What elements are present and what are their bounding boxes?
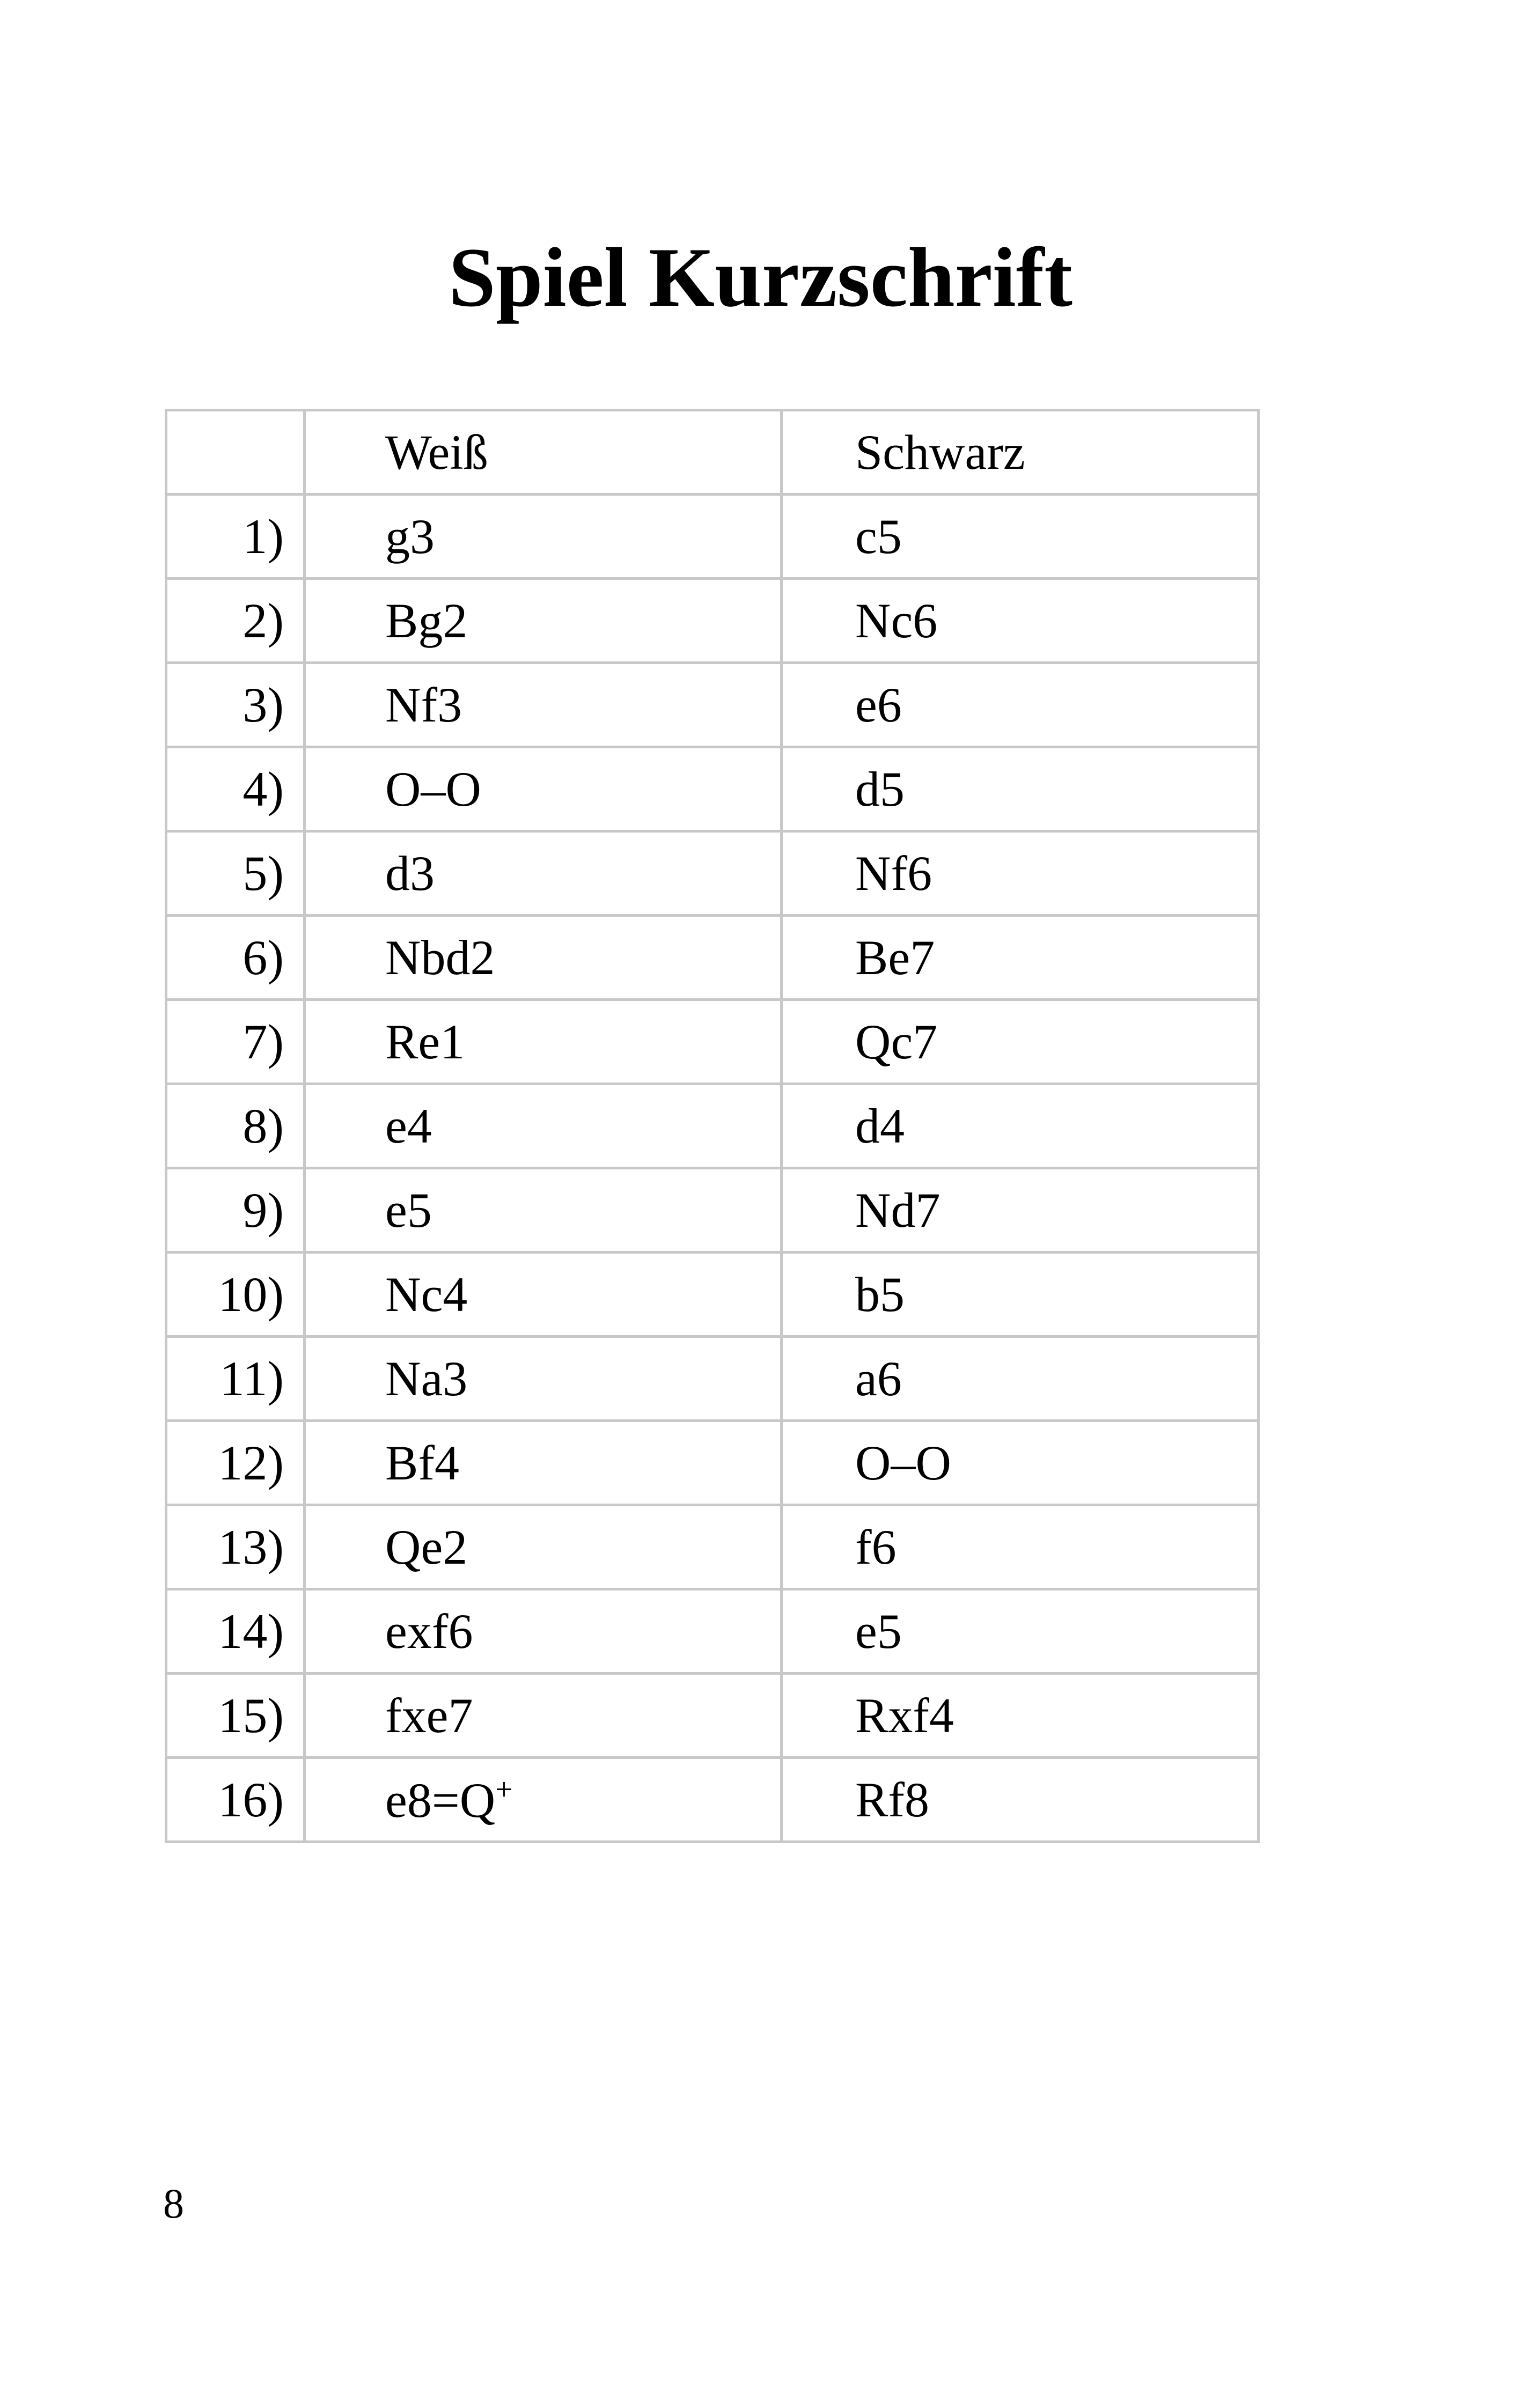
move-number: 9) xyxy=(166,1168,305,1253)
table-row xyxy=(166,1168,1259,1253)
white-move: e5 xyxy=(305,1168,782,1253)
move-number: 13) xyxy=(166,1505,305,1589)
move-number: 3) xyxy=(166,663,305,747)
black-move: d4 xyxy=(782,1084,1259,1168)
black-move: Nd7 xyxy=(782,1168,1259,1253)
black-move: O–O xyxy=(782,1421,1259,1505)
black-move: c5 xyxy=(782,495,1259,579)
black-move: b5 xyxy=(782,1253,1259,1337)
move-number: 15) xyxy=(166,1674,305,1758)
white-move: Nbd2 xyxy=(305,916,782,1000)
table-header-row xyxy=(166,410,1259,495)
table-row xyxy=(166,1674,1259,1758)
white-move-text: e8=Q xyxy=(385,1772,496,1828)
white-move: Nf3 xyxy=(305,663,782,747)
table-row xyxy=(166,1505,1259,1589)
black-move: Rf8 xyxy=(782,1758,1259,1842)
move-number: 1) xyxy=(166,495,305,579)
moves-table xyxy=(165,409,1260,1843)
move-number: 10) xyxy=(166,1253,305,1337)
page-title: Spiel Kurzschrift xyxy=(449,231,1072,325)
white-move: Qe2 xyxy=(305,1505,782,1589)
white-move: Bg2 xyxy=(305,579,782,663)
black-move: d5 xyxy=(782,747,1259,831)
header-number-cell xyxy=(166,410,305,495)
move-number: 12) xyxy=(166,1421,305,1505)
white-move: fxe7 xyxy=(305,1674,782,1758)
white-move: Na3 xyxy=(305,1337,782,1421)
white-move: d3 xyxy=(305,831,782,916)
table-row xyxy=(166,831,1259,916)
table-row xyxy=(166,579,1259,663)
black-move: Be7 xyxy=(782,916,1259,1000)
white-move xyxy=(305,1758,782,1842)
move-number: 6) xyxy=(166,916,305,1000)
black-move: Nc6 xyxy=(782,579,1259,663)
black-move: e5 xyxy=(782,1589,1259,1674)
move-number: 16) xyxy=(166,1758,305,1842)
table-row xyxy=(166,1000,1259,1084)
table-row xyxy=(166,1589,1259,1674)
table-row xyxy=(166,495,1259,579)
header-white-cell: Weiß xyxy=(305,410,782,495)
white-move: Nc4 xyxy=(305,1253,782,1337)
white-move: Bf4 xyxy=(305,1421,782,1505)
move-number: 8) xyxy=(166,1084,305,1168)
white-move: Re1 xyxy=(305,1000,782,1084)
black-move: f6 xyxy=(782,1505,1259,1589)
table-row xyxy=(166,1337,1259,1421)
white-move: e4 xyxy=(305,1084,782,1168)
move-number: 5) xyxy=(166,831,305,916)
check-marker: + xyxy=(495,1771,513,1807)
white-move: g3 xyxy=(305,495,782,579)
table-row xyxy=(166,1758,1259,1842)
table-row xyxy=(166,1084,1259,1168)
page-number: 8 xyxy=(163,2180,184,2227)
black-move: Qc7 xyxy=(782,1000,1259,1084)
table-row xyxy=(166,747,1259,831)
header-black-cell: Schwarz xyxy=(782,410,1259,495)
table-row xyxy=(166,663,1259,747)
black-move: Nf6 xyxy=(782,831,1259,916)
move-number: 4) xyxy=(166,747,305,831)
table-row xyxy=(166,1421,1259,1505)
white-move: O–O xyxy=(305,747,782,831)
table-row xyxy=(166,1253,1259,1337)
move-number: 14) xyxy=(166,1589,305,1674)
move-number: 7) xyxy=(166,1000,305,1084)
move-number: 2) xyxy=(166,579,305,663)
black-move: e6 xyxy=(782,663,1259,747)
black-move: a6 xyxy=(782,1337,1259,1421)
move-number: 11) xyxy=(166,1337,305,1421)
white-move: exf6 xyxy=(305,1589,782,1674)
table-row xyxy=(166,916,1259,1000)
black-move: Rxf4 xyxy=(782,1674,1259,1758)
